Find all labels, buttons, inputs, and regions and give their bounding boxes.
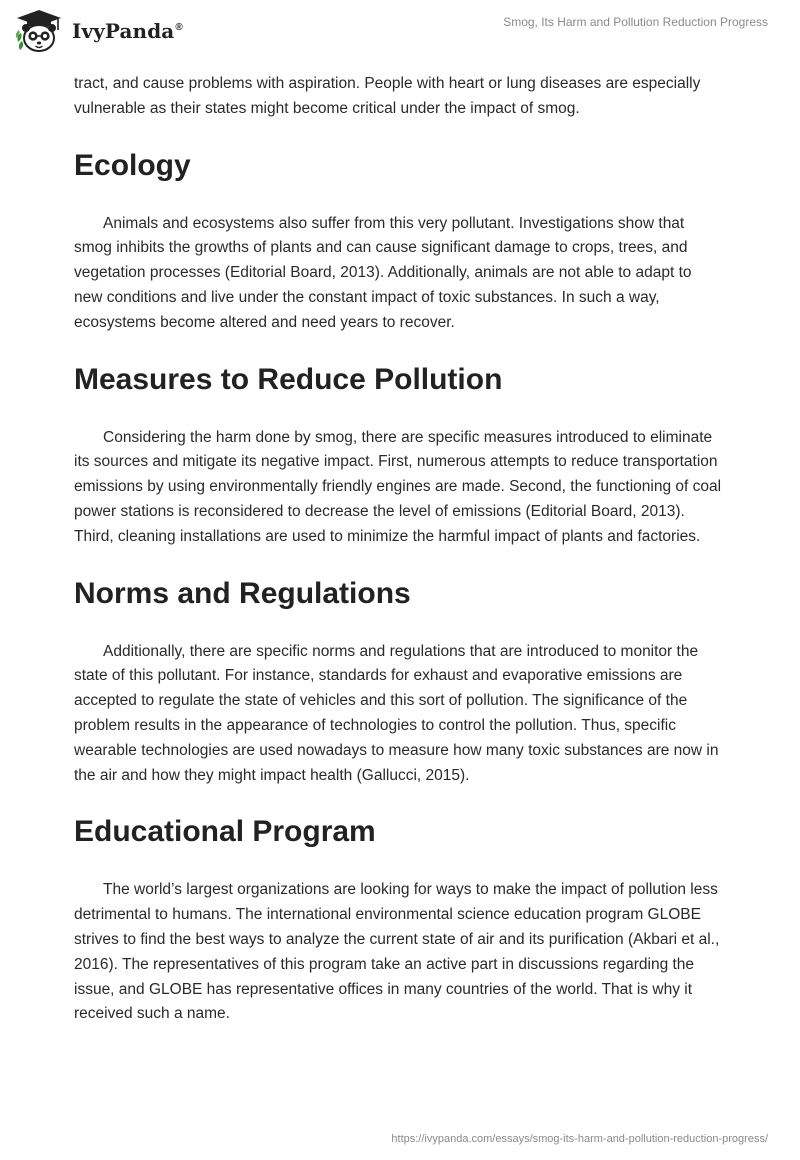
ivypanda-logo[interactable]: [14, 8, 183, 54]
source-url[interactable]: https://ivypanda.com/essays/smog-its-harm-and-pollution-reduction-progress/: [391, 1133, 768, 1145]
section-paragraph-norms: Additionally, there are specific norms and regulations that are introduced to monitor the state of this pollutant. For instance, standards for exhaust and evaporative emissions are accepted to regulate the state of vehicles and this sort of pollution. The significance of the problem results in the appearance of technologies to control the pollution. Thus, specific wearable technologies are used nowadays to measure how many toxic substances are now in the air and how they might impact health (Gallucci, 2015).: [74, 642, 719, 784]
document-title: Smog, Its Harm and Pollution Reduction Progress: [503, 15, 768, 29]
panda-graduate-icon: [14, 8, 64, 54]
page-header: [0, 0, 800, 60]
brand-name: IvyPanda®: [72, 19, 183, 43]
section-heading-ecology: Ecology: [74, 148, 191, 182]
section-paragraph-measures: Considering the harm done by smog, there are specific measures introduced to eliminate its sources and mitigate its negative impact. First, numerous attempts to reduce transportation emissions by using environmentally friendly engines are made. Second, the functioning of coal power stations is reconsidered to decrease the level of emissions (Editorial Board, 2013). Third, cleaning installations are used to minimize the harmful impact of plants and factories.: [74, 428, 722, 545]
section-heading-education: Educational Program: [74, 815, 376, 849]
section-paragraph-ecology: Animals and ecosystems also suffer from this very pollutant. Investigations show that smog inhibits the growths of plants and can cause significant damage to crops, trees, and vegetation processes (Editorial Board, 2013). Additionally, animals are not able to adapt to new conditions and live under the constant impact of toxic substances. In such a way, ecosystems become altered and need years to recover.: [74, 214, 692, 331]
section-paragraph-education: The world’s largest organizations are looking for ways to make the impact of pollution less detrimental to humans. The international environmental science education program GLOBE strives to find the best ways to analyze the current state of air and its purification (Akbari et al., 2016). The representatives of this program take an active part in discussions regarding the issue, and GLOBE has representative offices in many countries of the world. That is why it received such a name.: [74, 881, 720, 1023]
intro-paragraph: tract, and cause problems with aspiration. People with heart or lung diseases are especially vulnerable as their states might become critical under the impact of smog.: [74, 75, 701, 117]
section-heading-measures: Measures to Reduce Pollution: [74, 362, 503, 396]
essay-body: [74, 72, 724, 1027]
section-heading-norms: Norms and Regulations: [74, 576, 411, 610]
